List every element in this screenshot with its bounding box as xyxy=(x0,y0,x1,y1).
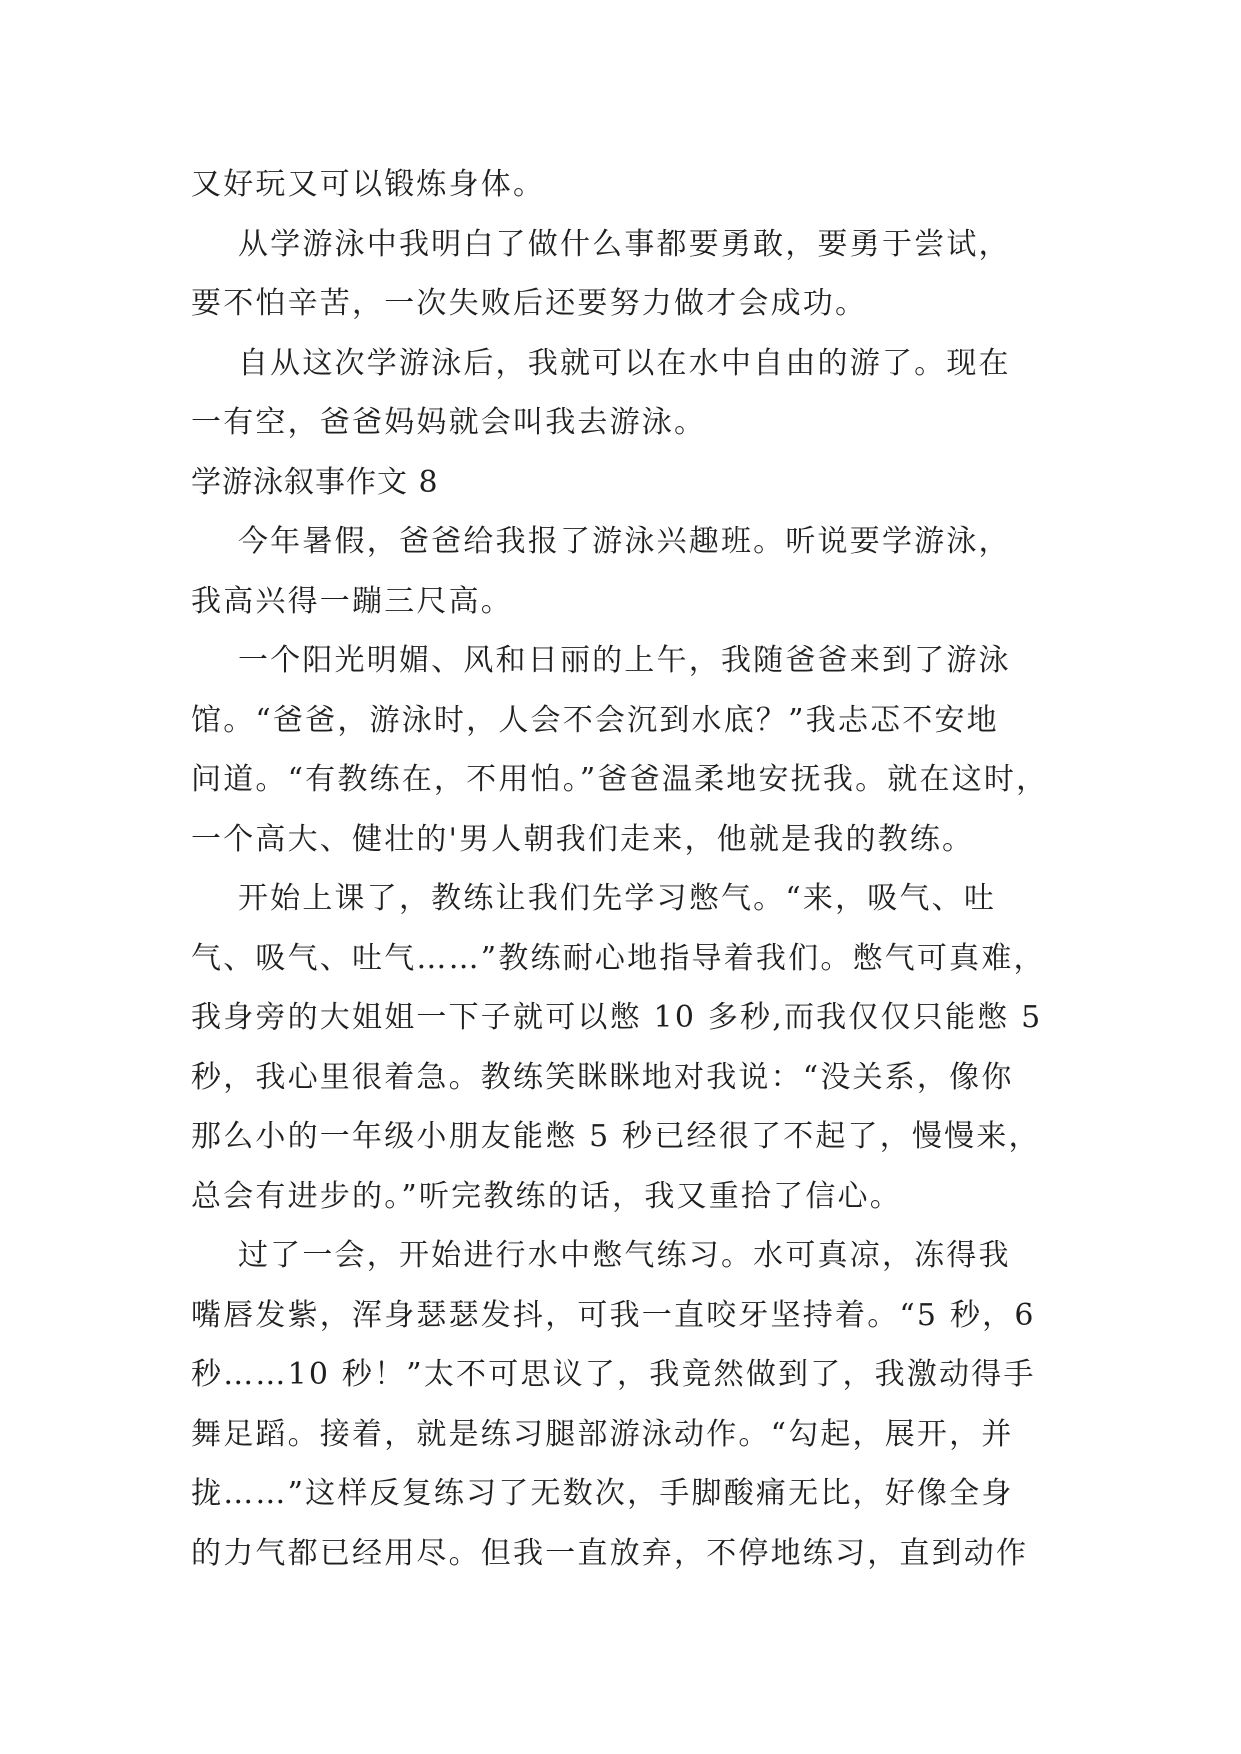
text-line: 一有空，爸爸妈妈就会叫我去游泳。 xyxy=(191,405,707,440)
text-line: 舞足蹈。接着，就是练习腿部游泳动作。“勾起，展开，并 xyxy=(191,1416,1014,1452)
paragraph-line: 一个阳光明媚、风和日丽的上午，我随爸爸来到了游泳 xyxy=(191,643,1011,678)
text-line: 一个高大、健壮的'男人朝我们走来，他就是我的教练。 xyxy=(191,821,975,857)
text-line: 问道。“有教练在，不用怕。”爸爸温柔地安抚我。就在这时， xyxy=(191,762,1049,797)
text-line: 我身旁的大姐姐一下子就可以憋 10 多秒,而我仅仅只能憋 5 xyxy=(191,1000,1043,1035)
text-line: 秒……10 秒！”太不可思议了，我竟然做到了，我激动得手 xyxy=(191,1357,1036,1392)
text-line: 总会有进步的。”听完教练的话，我又重拾了信心。 xyxy=(191,1178,902,1214)
text-line: 我高兴得一蹦三尺高。 xyxy=(191,583,513,619)
paragraph-line: 今年暑假，爸爸给我报了游泳兴趣班。听说要学游泳， xyxy=(191,524,1011,559)
text-line: 又好玩又可以锻炼身体。 xyxy=(191,167,546,202)
paragraph-line: 自从这次学游泳后，我就可以在水中自由的游了。现在 xyxy=(191,345,1011,381)
document-body xyxy=(191,155,1071,1583)
section-heading: 学游泳叙事作文 8 xyxy=(191,464,439,500)
paragraph-line: 开始上课了，教练让我们先学习憋气。“来，吸气、吐 xyxy=(191,881,997,916)
text-line: 嘴唇发紫，浑身瑟瑟发抖，可我一直咬牙坚持着。“5 秒，6 xyxy=(191,1297,1036,1333)
text-line: 那么小的一年级小朋友能憋 5 秒已经很了不起了，慢慢来， xyxy=(191,1119,1041,1154)
text-line: 馆。“爸爸，游泳时，人会不会沉到水底？”我忐忑不安地 xyxy=(191,702,999,738)
text-line: 气、吸气、吐气……”教练耐心地指导着我们。憋气可真难， xyxy=(191,940,1046,976)
paragraph-line: 过了一会，开始进行水中憋气练习。水可真凉，冻得我 xyxy=(191,1238,1011,1273)
text-line: 的力气都已经用尽。但我一直放弃，不停地练习，直到动作 xyxy=(191,1535,1029,1571)
text-line: 秒，我心里很着急。教练笑眯眯地对我说：“没关系，像你 xyxy=(191,1059,1014,1095)
paragraph-line: 从学游泳中我明白了做什么事都要勇敢，要勇于尝试， xyxy=(191,226,1011,262)
text-line: 拢……”这样反复练习了无数次，手脚酸痛无比，好像全身 xyxy=(191,1476,1014,1511)
text-line: 要不怕辛苦，一次失败后还要努力做才会成功。 xyxy=(191,286,868,321)
